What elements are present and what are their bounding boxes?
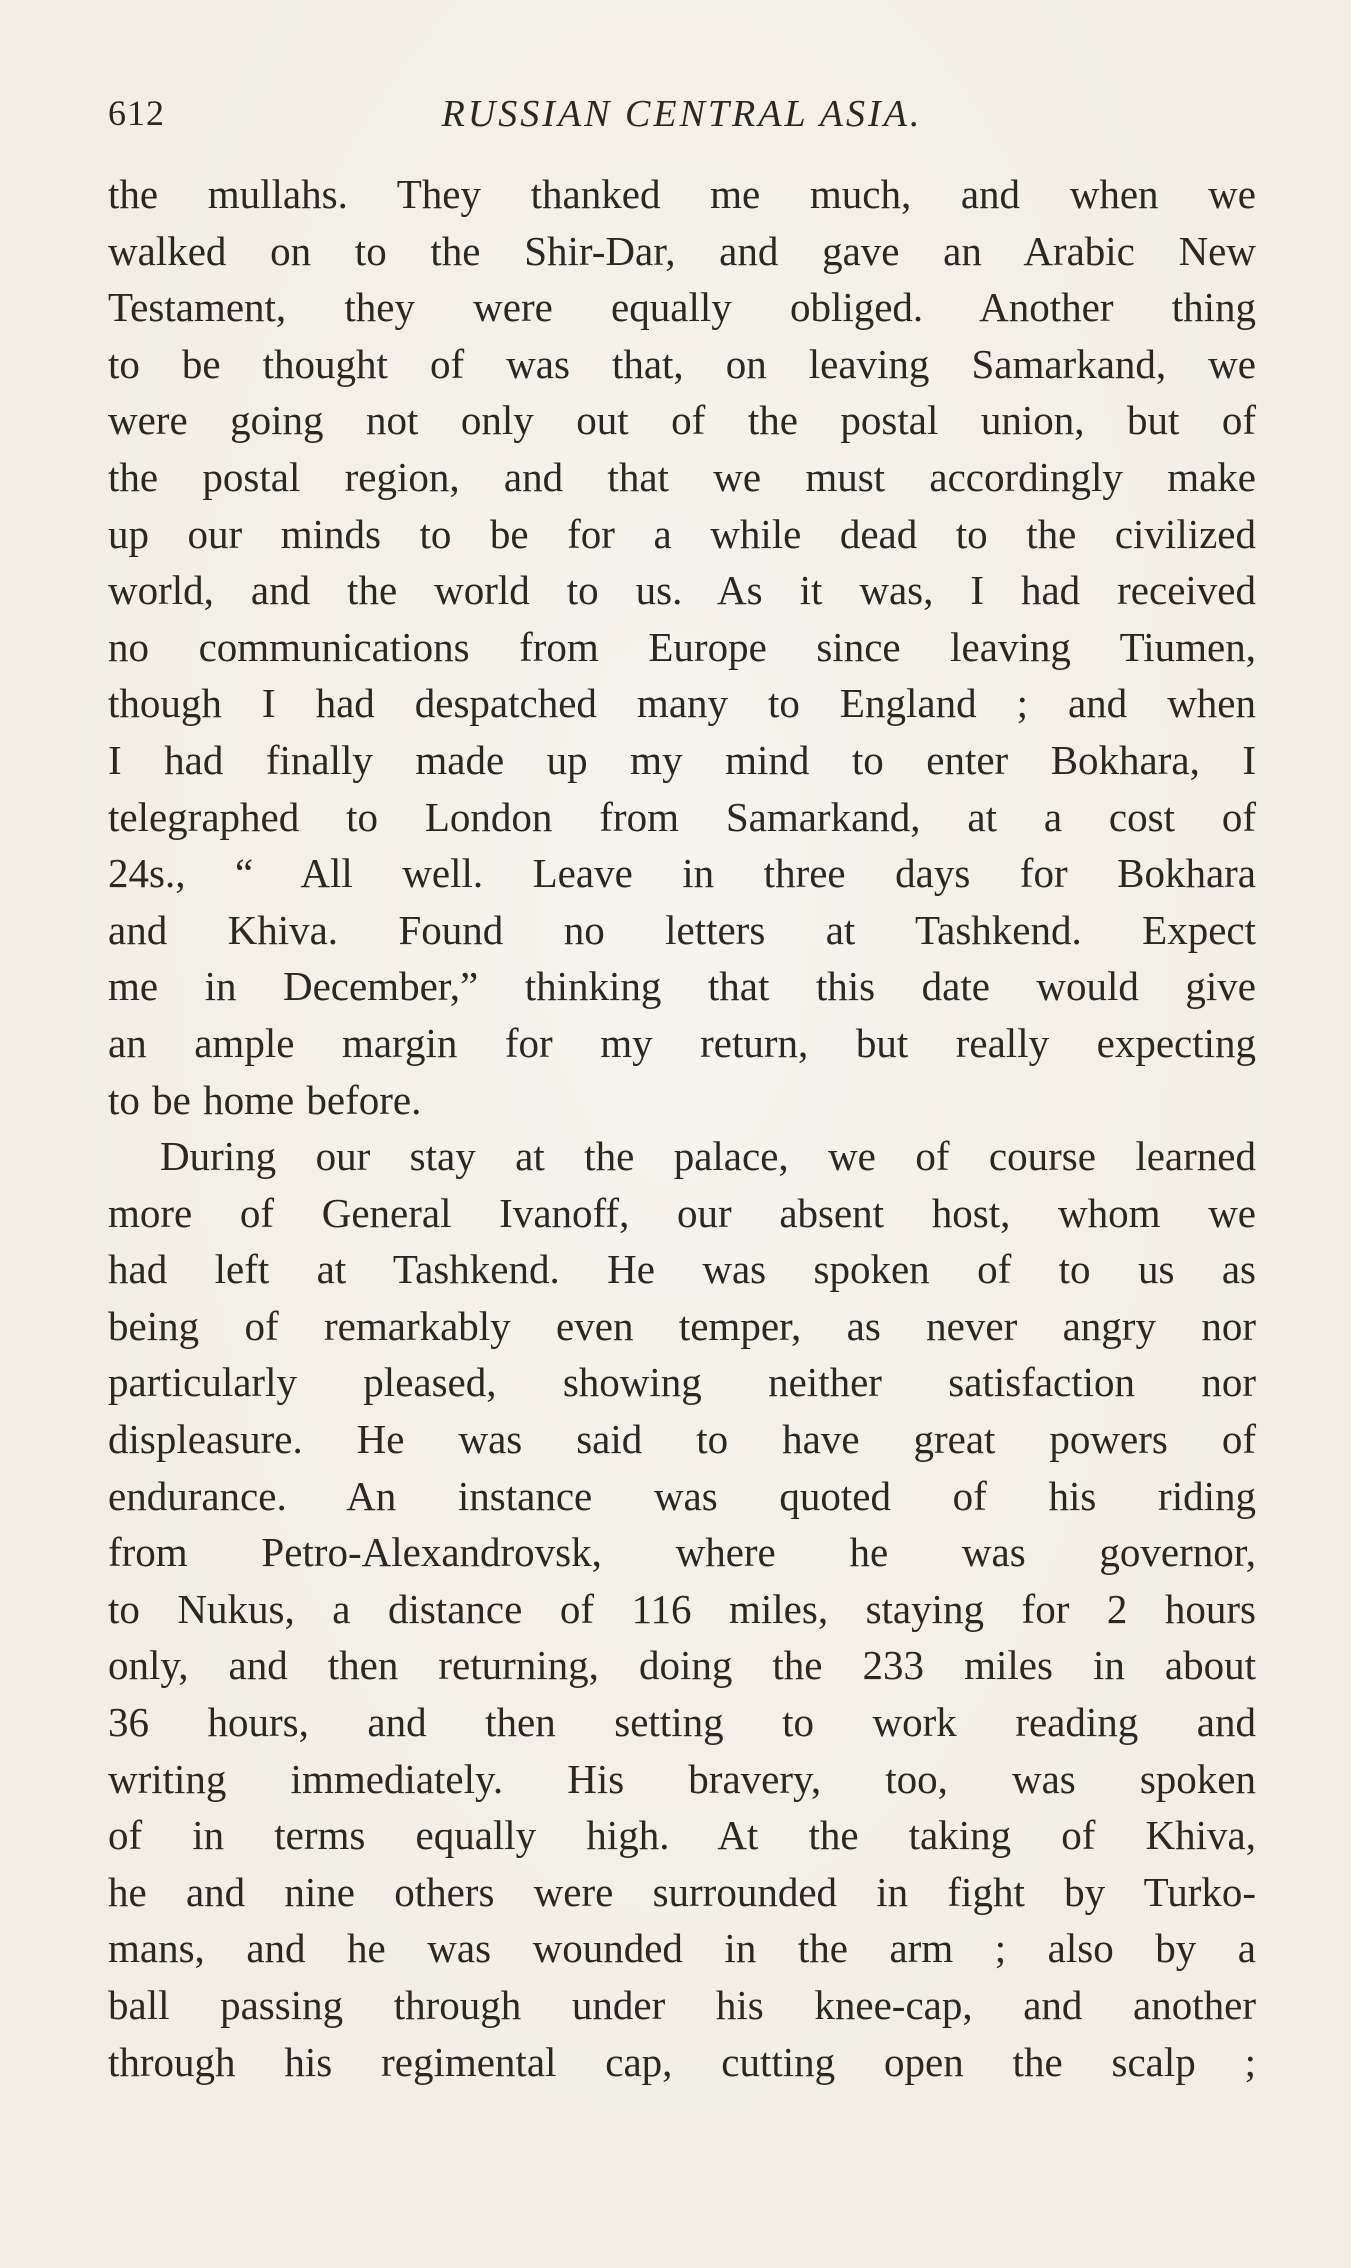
text-line: mans, and he was wounded in the arm ; also by a [108,1925,1256,1972]
text-line: I had finally made up my mind to enter Bokhara, I [108,736,1256,783]
text-line: to be thought of was that, on leaving Samarkand, we [108,340,1256,387]
text-line: world, and the world to us. As it was, I had received [108,567,1256,614]
text-line: me in December,” thinking that this date would give [108,963,1256,1010]
text-line: 36 hours, and then setting to work reading and [108,1699,1256,1746]
text-line: ball passing through under his knee-cap, and another [108,1982,1256,2028]
text-line: more of General Ivanoff, our absent host, whom we [108,1189,1256,1236]
running-head [108,92,1256,152]
text-line: the mullahs. They thanked me much, and when we [108,171,1256,217]
text-line: writing immediately. His bravery, too, was spoken [108,1755,1256,1802]
text-line: 24s., “ All well. Leave in three days for Bokhara [108,850,1256,897]
text-line: from Petro-Alexandrovsk, where he was governor, [108,1529,1256,1576]
text-line: particularly pleased, showing neither satisfaction nor [108,1359,1256,1406]
text-line: he and nine others were surrounded in fight by Turko- [108,1868,1256,1915]
text-line: though I had despatched many to England ; and when [108,680,1256,727]
text-line: through his regimental cap, cutting open the scalp ; [108,2038,1256,2085]
text-line: being of remarkably even temper, as never angry nor [108,1302,1256,1349]
body-text [108,166,1256,2090]
text-line: only, and then returning, doing the 233 miles in about [108,1642,1256,1689]
text-line: no communications from Europe since leaving Tiumen, [108,623,1256,670]
text-line: endurance. An instance was quoted of his riding [108,1472,1256,1519]
text-line: and Khiva. Found no letters at Tashkend. Expect [108,906,1256,953]
text-line: telegraphed to London from Samarkand, at a cost of [108,793,1256,840]
text-line: of in terms equally high. At the taking of Khiva, [108,1812,1256,1859]
paragraph-end-line: to be home before. [108,1076,422,1123]
text-line: had left at Tashkend. He was spoken of to us as [108,1246,1256,1293]
text-line: displeasure. He was said to have great powers of [108,1416,1256,1463]
text-line: to Nukus, a distance of 116 miles, staying for 2 hours [108,1585,1256,1632]
text-line: were going not only out of the postal union, but of [108,397,1256,444]
text-line: walked on to the Shir-Dar, and gave an Arabic New [108,227,1256,274]
paragraph-start-line: During our stay at the palace, we of course learned [160,1133,1256,1180]
text-line: up our minds to be for a while dead to the civilized [108,510,1256,557]
page-number: 612 [108,93,165,133]
text-line: an ample margin for my return, but really expecting [108,1019,1256,1066]
text-line: Testament, they were equally obliged. Another thing [108,284,1256,331]
running-title: RUSSIAN CENTRAL ASIA. [441,93,923,135]
text-line: the postal region, and that we must accordingly make [108,453,1256,500]
